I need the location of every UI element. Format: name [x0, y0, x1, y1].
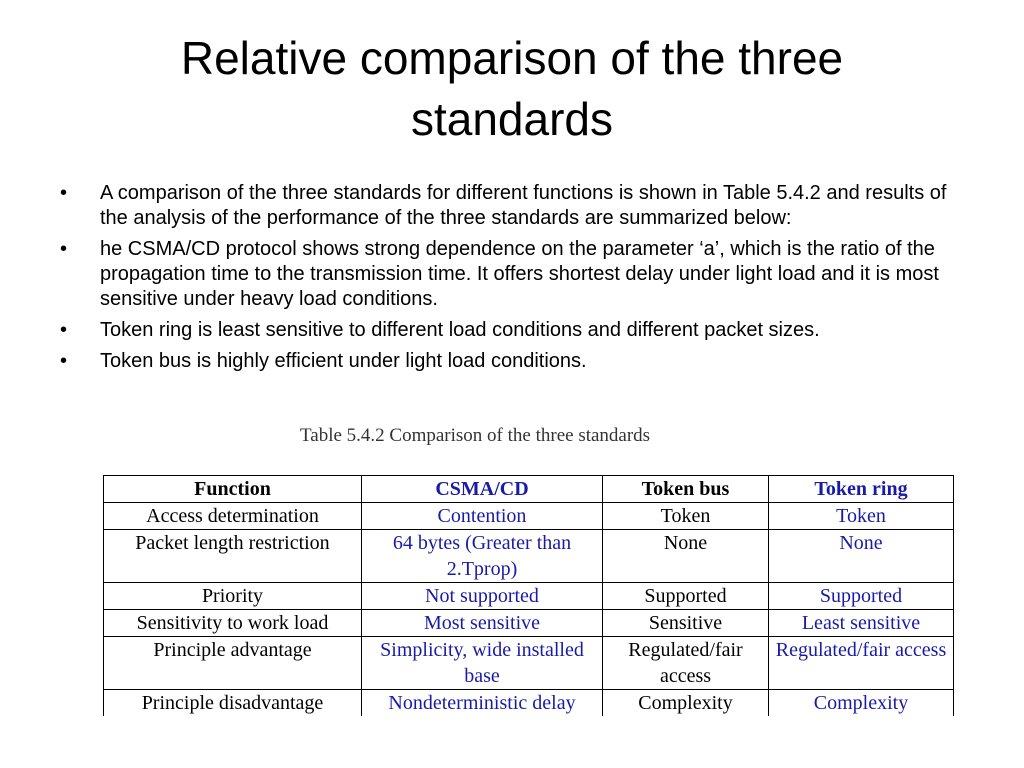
- table-row: [104, 583, 954, 610]
- cell-token-bus: Regulated/fair access: [603, 637, 769, 690]
- bullet-item: [60, 318, 975, 343]
- cell-function: Sensitivity to work load: [104, 610, 362, 637]
- table-header-row: [104, 476, 954, 503]
- bullet-text: he CSMA/CD protocol shows strong dependence on the parameter ‘a’, which is the ratio of the propagation time to the transmission time. It offers shortest delay under light load and it is most sensitive under heavy load conditions.: [100, 238, 939, 310]
- cell-token-ring: Least sensitive: [769, 610, 954, 637]
- cell-csma-cd: Simplicity, wide installed base: [362, 637, 603, 690]
- bullet-text: Token bus is highly efficient under light load conditions.: [100, 350, 587, 372]
- bullet-list: [60, 181, 975, 380]
- table-row: [104, 503, 954, 530]
- bullet-icon: •: [60, 238, 68, 260]
- cell-token-ring: Supported: [769, 583, 954, 610]
- slide-title: Relative comparison of the three standards: [180, 32, 844, 145]
- bullet-item: [60, 349, 975, 374]
- bullet-icon: •: [60, 182, 68, 204]
- table-row: [104, 610, 954, 637]
- table-row: [104, 637, 954, 690]
- cell-token-ring: Token: [769, 503, 954, 530]
- cell-function: Packet length restriction: [104, 530, 362, 583]
- bullet-item: [60, 237, 975, 312]
- cell-token-bus: Supported: [603, 583, 769, 610]
- header-function: Function: [104, 476, 362, 503]
- cell-token-ring: Complexity: [769, 690, 954, 717]
- cell-function: Principle advantage: [104, 637, 362, 690]
- cell-token-ring: Regulated/fair access: [769, 637, 954, 690]
- cell-function: Priority: [104, 583, 362, 610]
- bullet-icon: •: [60, 350, 68, 372]
- cell-csma-cd: Nondeterministic delay: [362, 690, 603, 717]
- bullet-item: [60, 181, 975, 231]
- bullet-icon: •: [60, 319, 68, 341]
- header-token-bus: Token bus: [603, 476, 769, 503]
- table-caption: Table 5.4.2 Comparison of the three standards: [300, 425, 651, 446]
- cell-csma-cd: Contention: [362, 503, 603, 530]
- cell-function: Principle disadvantage: [104, 690, 362, 717]
- cell-token-bus: Complexity: [603, 690, 769, 717]
- cell-function: Access determination: [104, 503, 362, 530]
- cell-token-bus: Sensitive: [603, 610, 769, 637]
- cell-token-ring: None: [769, 530, 954, 583]
- bullet-text: Token ring is least sensitive to different load conditions and different packet sizes.: [100, 319, 820, 341]
- cell-csma-cd: Not supported: [362, 583, 603, 610]
- table-row: [104, 530, 954, 583]
- cell-csma-cd: 64 bytes (Greater than 2.Tprop): [362, 530, 603, 583]
- table-row: [104, 690, 954, 717]
- cell-token-bus: Token: [603, 503, 769, 530]
- comparison-table: [103, 475, 954, 716]
- header-token-ring: Token ring: [769, 476, 954, 503]
- bullet-text: A comparison of the three standards for different functions is shown in Table 5.4.2 and results of the analysis of the performance of the three standards are summarized below:: [100, 182, 947, 229]
- header-csma-cd: CSMA/CD: [362, 476, 603, 503]
- cell-token-bus: None: [603, 530, 769, 583]
- cell-csma-cd: Most sensitive: [362, 610, 603, 637]
